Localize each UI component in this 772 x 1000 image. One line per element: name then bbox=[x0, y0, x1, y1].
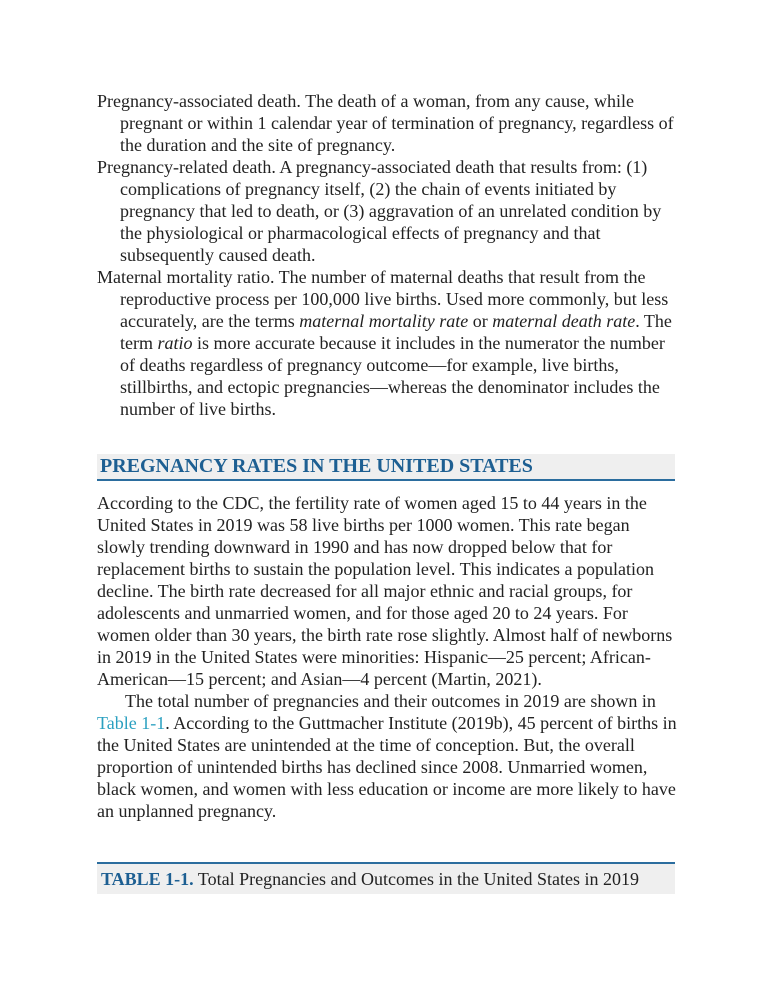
definition-text: The death of a woman, from any cause, while pregnant or within 1 calendar year of termination of pregnancy, regardless of the duration and the site of pregnancy. bbox=[120, 91, 674, 155]
section-body bbox=[97, 492, 677, 822]
definition-text: is more accurate because it includes in the numerator the number of deaths regardless of pregnancy outcome—for example, live births, stillbirths, and ectopic pregnancies—whereas the denominator includes the number of live births. bbox=[120, 333, 665, 419]
emphasis-term: maternal death rate bbox=[492, 311, 636, 331]
table-label: TABLE 1-1. bbox=[101, 869, 194, 889]
definition-text: . The term bbox=[120, 311, 672, 353]
definition-text: The number of maternal deaths that result from the reproductive process per 100,000 live births. Used more commonly, but less accurately, are the terms bbox=[120, 267, 669, 331]
definition-text: or bbox=[468, 311, 493, 331]
paragraph-text: The total number of pregnancies and their outcomes in 2019 are shown in bbox=[125, 691, 656, 711]
definitions-list bbox=[97, 90, 677, 420]
table-caption bbox=[97, 862, 675, 894]
emphasis-term: ratio bbox=[157, 333, 193, 353]
definition-term: Pregnancy-related death. bbox=[97, 157, 276, 177]
definition-text: A pregnancy-associated death that results from: (1) complications of pregnancy itself, (2) the chain of events initiated by pregnancy that led to death, or (3) aggravation of an unrelated condition by the physiological or pharmacological effects of pregnancy and that subsequently caused death. bbox=[120, 157, 662, 265]
definition-pregnancy-related-death bbox=[97, 156, 677, 266]
body-paragraph: According to the CDC, the fertility rate of women aged 15 to 44 years in the United States in 2019 was 58 live births per 1000 women. This rate began slowly trending downward in 1990 and has now dropped below that for replacement births to sustain the population level. This indicates a population decline. The birth rate decreased for all major ethnic and racial groups, for adolescents and unmarried women, and for those aged 20 to 24 years. For women older than 30 years, the birth rate rose slightly. Almost half of newborns in 2019 in the United States were minorities: Hispanic—25 percent; African-American—15 percent; and Asian—4 percent (Martin, 2021). bbox=[97, 493, 673, 689]
definition-pregnancy-associated-death bbox=[97, 90, 677, 156]
body-paragraph bbox=[97, 690, 677, 822]
table-title: Total Pregnancies and Outcomes in the United States in 2019 bbox=[193, 869, 640, 889]
emphasis-term: maternal mortality rate bbox=[299, 311, 469, 331]
definition-maternal-mortality-ratio bbox=[97, 266, 677, 420]
section-heading-bar bbox=[97, 454, 675, 481]
section-heading: PREGNANCY RATES IN THE UNITED STATES bbox=[100, 455, 533, 477]
definition-term: Maternal mortality ratio. bbox=[97, 267, 275, 287]
table-reference-link[interactable]: Table 1-1 bbox=[97, 713, 166, 733]
paragraph-text: . According to the Guttmacher Institute (2019b), 45 percent of births in the United States are unintended at the time of conception. But, the overall proportion of unintended births has declined since 2008. Unmarried women, black women, and women with less education or income are more likely to have an unplanned pregnancy. bbox=[97, 713, 677, 821]
definition-term: Pregnancy-associated death. bbox=[97, 91, 301, 111]
